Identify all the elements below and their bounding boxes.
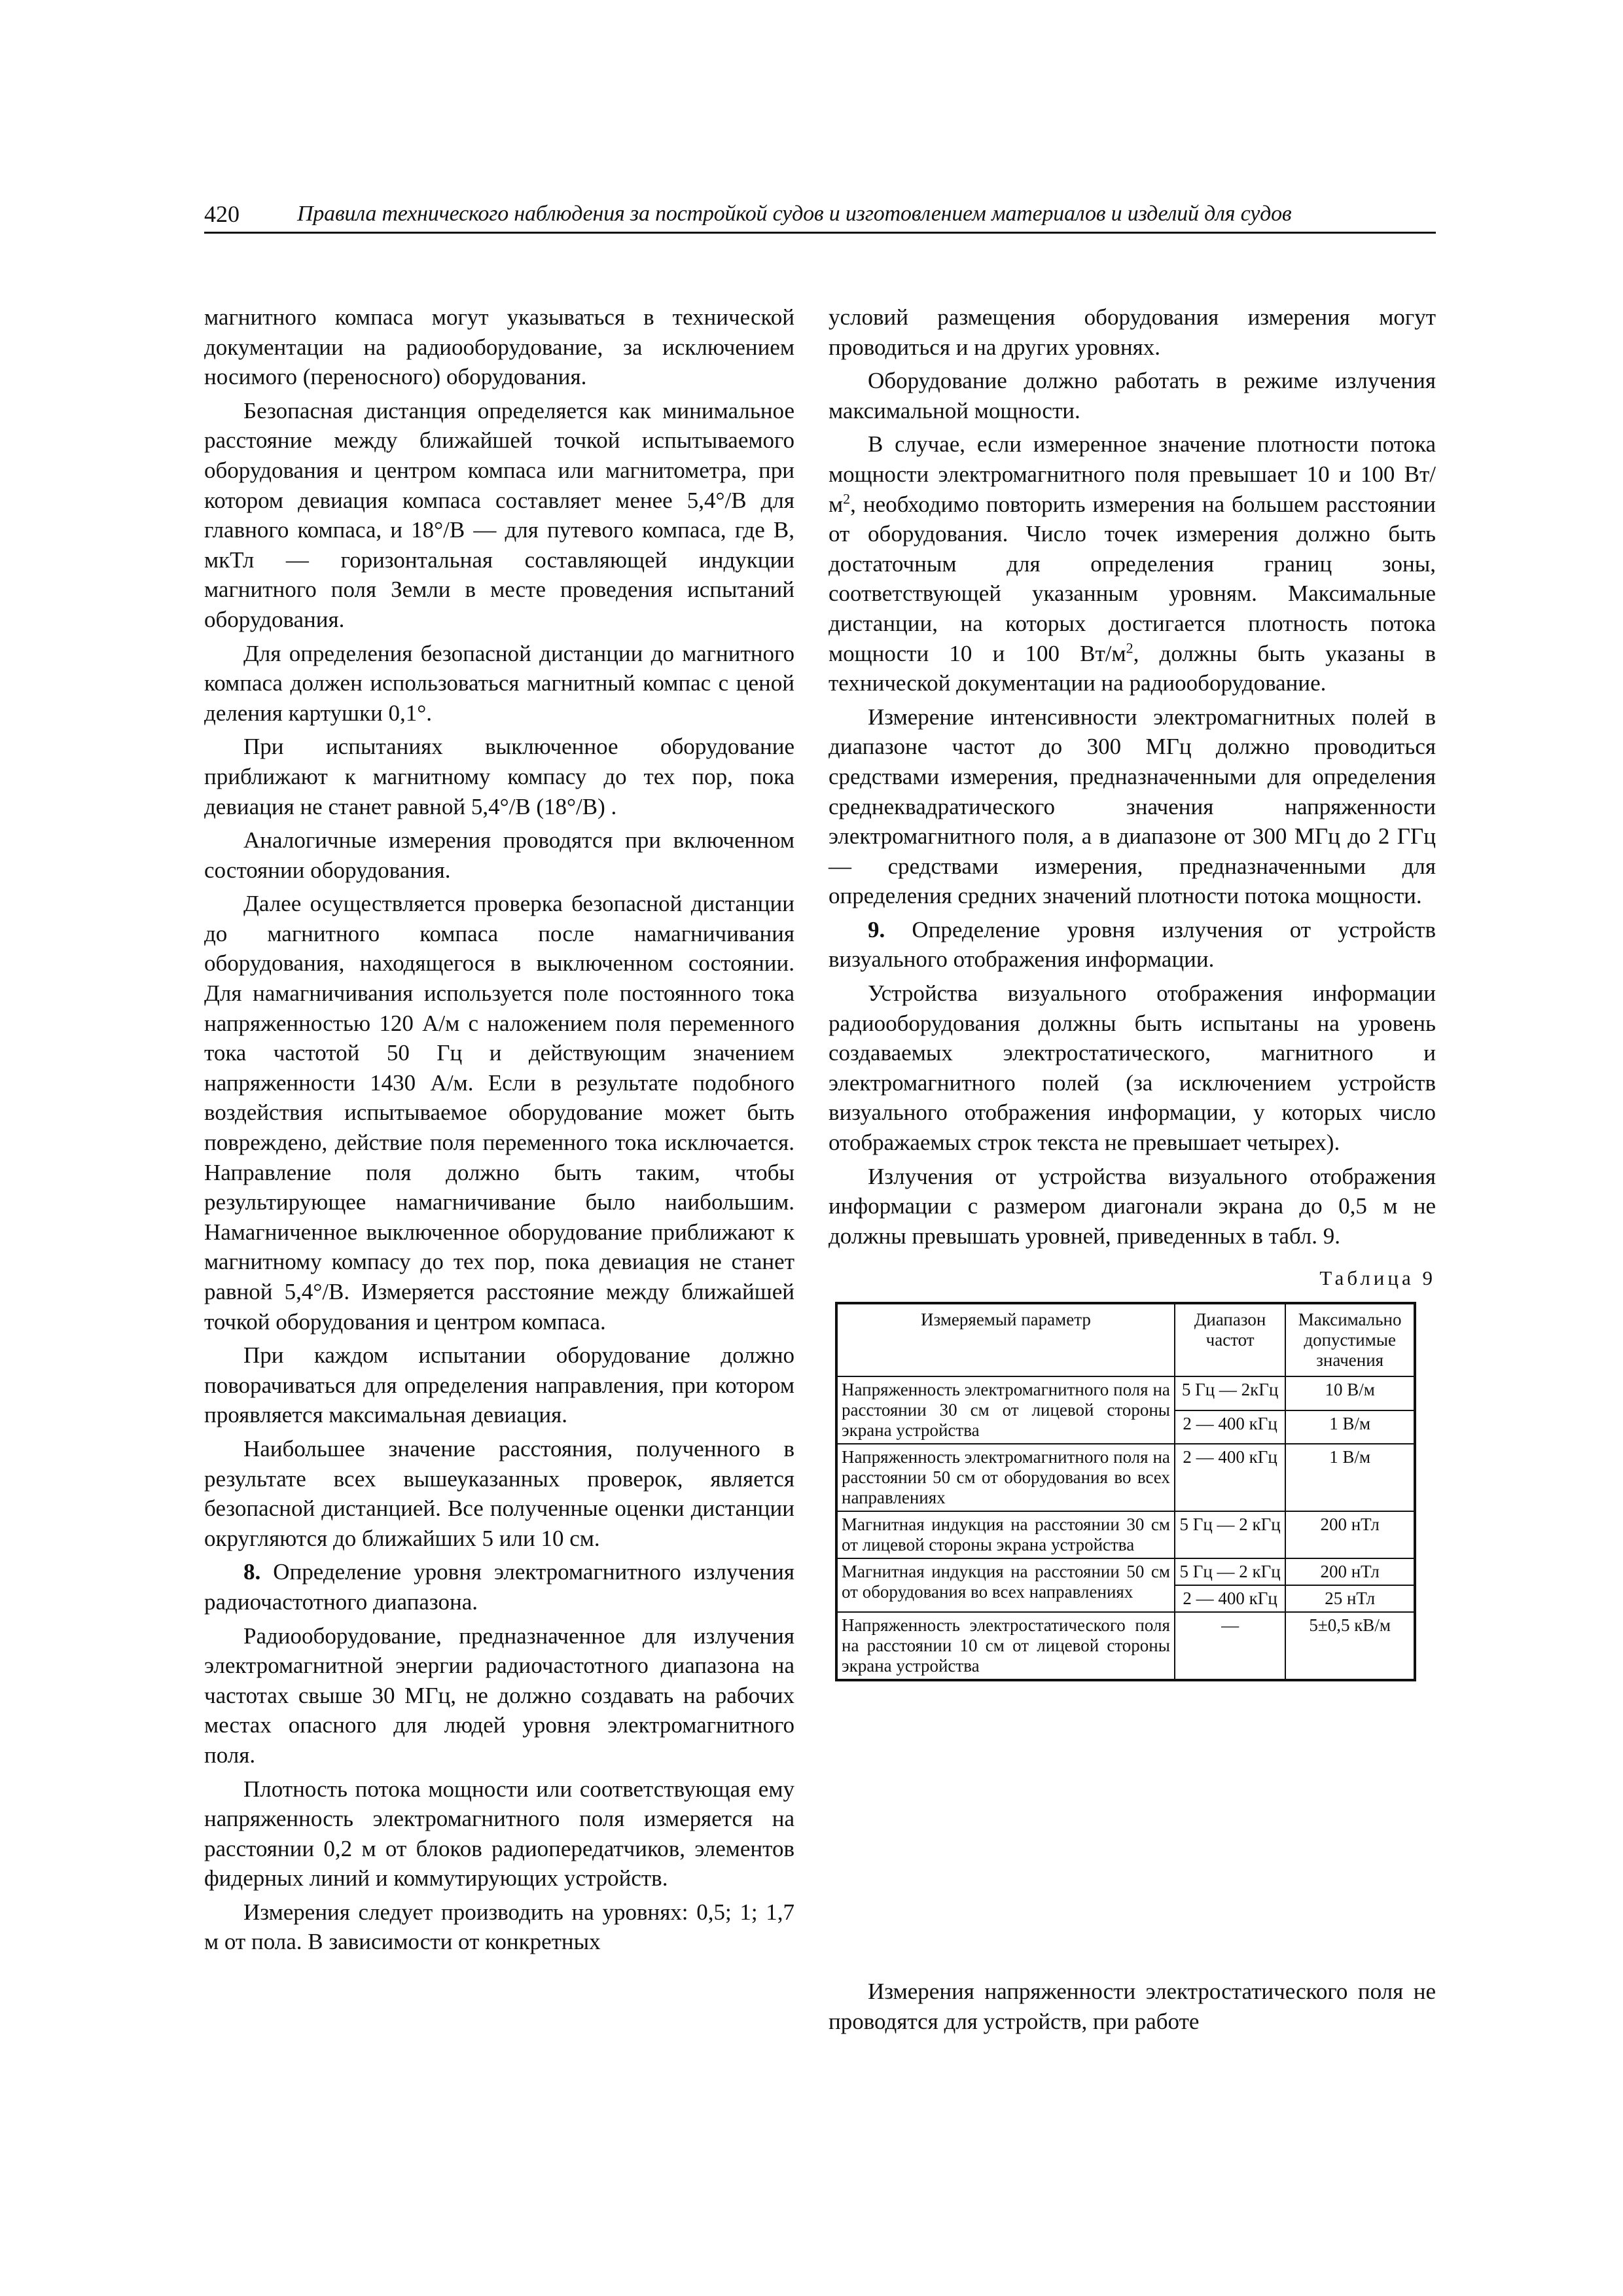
value-cell: 200 нТл (1285, 1558, 1415, 1585)
paragraph: При испытаниях выключенное оборудование приближают к магнитному компасу до тех пор, пока девиация не станет равной 5,4°/B (18°/B) . (204, 734, 794, 819)
value-cell: 1 В/м (1285, 1410, 1415, 1444)
power-density-paragraph (829, 429, 1436, 698)
section-8-heading (204, 1557, 794, 1617)
header-cell: Максимально допустимые значения (1285, 1303, 1415, 1376)
paragraph: Измерения следует производить на уровнях: 0,5; 1; 1,7 м от пола. В зависимости от конкретных (204, 1899, 794, 1955)
text-run: В случае, если измеренное значение плотности потока мощности электромагнитного поля превышает 10 и 100 Вт/м (829, 431, 1436, 517)
paragraph: Измерение интенсивности электромагнитных полей в диапазоне частот до 300 МГц должно проводиться средствами измерения, предназначенными для определения среднеквадратического значения напряженности электромагнитного поля, а в диапазоне от 300 МГц до 2 ГГц — средствами измерения, предназначенными для определения средних значений плотности потока мощности. (829, 704, 1436, 909)
superscript: 2 (843, 490, 851, 507)
page-number: 420 (204, 201, 240, 227)
paragraph: Излучения от устройства визуального отображения информации с размером диагонали экрана до 0,5 м не должны превышать уровней, приведенных в табл. 9. (829, 1163, 1436, 1249)
page-header (204, 200, 1436, 236)
closing-text (829, 1977, 1436, 2036)
paragraph: Оборудование должно работать в режиме излучения максимальной мощности. (829, 368, 1436, 423)
superscript: 2 (1126, 639, 1133, 656)
table-row (836, 1376, 1415, 1410)
range-cell: 2 — 400 кГц (1175, 1585, 1285, 1612)
right-column (829, 302, 1436, 1681)
table-header-row (836, 1303, 1415, 1376)
paragraph: магнитного компаса могут указываться в технической документации на радиооборудование, за исключением носимого (переносного) оборудования. (204, 304, 794, 390)
value-cell: 1 В/м (1285, 1444, 1415, 1511)
table-row (836, 1558, 1415, 1585)
paragraph: Далее осуществляется проверка безопасной дистанции до магнитного компаса после намагничивания оборудования, находящегося в выключенном состоянии. Для намагничивания используется поле постоянного тока напряженностью 120 А/м с наложением поля переменного тока частотой 50 Гц и действующим значением напряженности 1430 А/м. Если в результате подобного воздействия испытываемое оборудование может быть повреждено, действие поля переменного тока исключается. Направление поля должно быть таким, чтобы результирующее намагничивание было наибольшим. Намагниченное выключенное оборудование приближают к магнитному компасу до тех пор, пока девиация не станет равной 5,4°/B. Измеряется расстояние между ближайшей точкой оборудования и центром компаса. (204, 891, 794, 1335)
paragraph: Плотность потока мощности или соответствующая ему напряженность электромагнитного поля измеряется на расстоянии 0,2 м от блоков радиопередатчиков, элементов фидерных линий и коммутирующих устройств. (204, 1776, 794, 1892)
range-cell: 2 — 400 кГц (1175, 1410, 1285, 1444)
range-cell: 5 Гц — 2 кГц (1175, 1558, 1285, 1585)
running-title: Правила технического наблюдения за постройкой судов и изготовлением материалов и изделий для судов (297, 202, 1292, 226)
paragraph: Устройства визуального отображения информации радиооборудования должны быть испытаны на уровень создаваемых электростатического, магнитного и электромагнитного полей (за исключением устройств визуального отображения информации, у которых число отображаемых строк текста не превышает четырех). (829, 980, 1436, 1156)
text-run: , должны быть указаны в технической документации на радиооборудование. (829, 640, 1436, 696)
param-cell: Напряженность электромагнитного поля на расстоянии 50 см от оборудования во всех направлениях (836, 1444, 1175, 1511)
header-cell: Диапазон частот (1175, 1303, 1285, 1376)
table-row (836, 1511, 1415, 1558)
param-cell: Напряженность электромагнитного поля на расстоянии 30 см от лицевой стороны экрана устройства (836, 1376, 1175, 1444)
value-cell: 10 В/м (1285, 1376, 1415, 1410)
section-9-number: 9. (868, 916, 885, 942)
paragraph: Радиооборудование, предназначенное для излучения электромагнитной энергии радиочастотного диапазона на частотах свыше 30 МГц, не должно создавать на рабочих местах опасного для людей уровня электромагнитного поля. (204, 1623, 794, 1768)
paragraph: Наибольшее значение расстояния, полученного в результате всех вышеуказанных проверок, является безопасной дистанцией. Все полученные оценки дистанции округляются до ближайших 5 или 10 см. (204, 1435, 794, 1551)
paragraph: При каждом испытании оборудование должно поворачиваться для определения направления, при котором проявляется максимальная девиация. (204, 1342, 794, 1428)
section-8-number: 8. (243, 1559, 261, 1585)
header-cell: Измеряемый параметр (836, 1303, 1175, 1376)
param-cell: Напряженность электростатического поля на расстоянии 10 см от лицевой стороны экрана устройства (836, 1612, 1175, 1680)
range-cell: — (1175, 1612, 1285, 1680)
param-cell: Магнитная индукция на расстоянии 30 см от лицевой стороны экрана устройства (836, 1511, 1175, 1558)
paragraph: Безопасная дистанция определяется как минимальное расстояние между ближайшей точкой испытываемого оборудования и центром компаса или магнитометра, при котором девиация компаса составляет менее 5,4°/B для главного компаса, и 18°/B — для путевого компаса, где B, мкТл — горизонтальная составляющей индукции магнитного поля Земли в месте проведения испытаний оборудования. (204, 397, 794, 632)
paragraph: Аналогичные измерения проводятся при включенном состоянии оборудования. (204, 827, 794, 883)
text-run: , необходимо повторить измерения на большем расстоянии от оборудования. Число точек измерения должно быть достаточным для определения границ зоны, соответствующей указанным уровням. Максимальные дистанции, на которых достигается плотность потока мощности 10 и 100 Вт/м (829, 491, 1436, 666)
paragraph: Для определения безопасной дистанции до магнитного компаса должен использоваться магнитный компас с ценой деления картушки 0,1°. (204, 640, 794, 726)
table-row (836, 1612, 1415, 1680)
value-cell: 5±0,5 кВ/м (1285, 1612, 1415, 1680)
table-9 (835, 1302, 1416, 1681)
section-9-title: Определение уровня излучения от устройств визуального отображения информации. (829, 916, 1436, 973)
table-caption: Таблица 9 (1319, 1266, 1436, 1290)
value-cell: 25 нТл (1285, 1585, 1415, 1612)
header-rule (204, 232, 1436, 234)
value-cell: 200 нТл (1285, 1511, 1415, 1558)
section-8-title: Определение уровня электромагнитного излучения радиочастотного диапазона. (204, 1559, 794, 1615)
range-cell: 2 — 400 кГц (1175, 1444, 1285, 1511)
left-column (204, 302, 794, 1957)
paragraph: условий размещения оборудования измерения могут проводиться и на других уровнях. (829, 304, 1436, 360)
table-row (836, 1444, 1415, 1511)
section-9-heading (829, 915, 1436, 975)
range-cell: 5 Гц — 2 кГц (1175, 1511, 1285, 1558)
param-cell: Магнитная индукция на расстоянии 50 см от оборудования во всех направлениях (836, 1558, 1175, 1612)
range-cell: 5 Гц — 2кГц (1175, 1376, 1285, 1410)
paragraph: Измерения напряженности электростатического поля не проводятся для устройств, при работе (829, 1979, 1436, 2034)
